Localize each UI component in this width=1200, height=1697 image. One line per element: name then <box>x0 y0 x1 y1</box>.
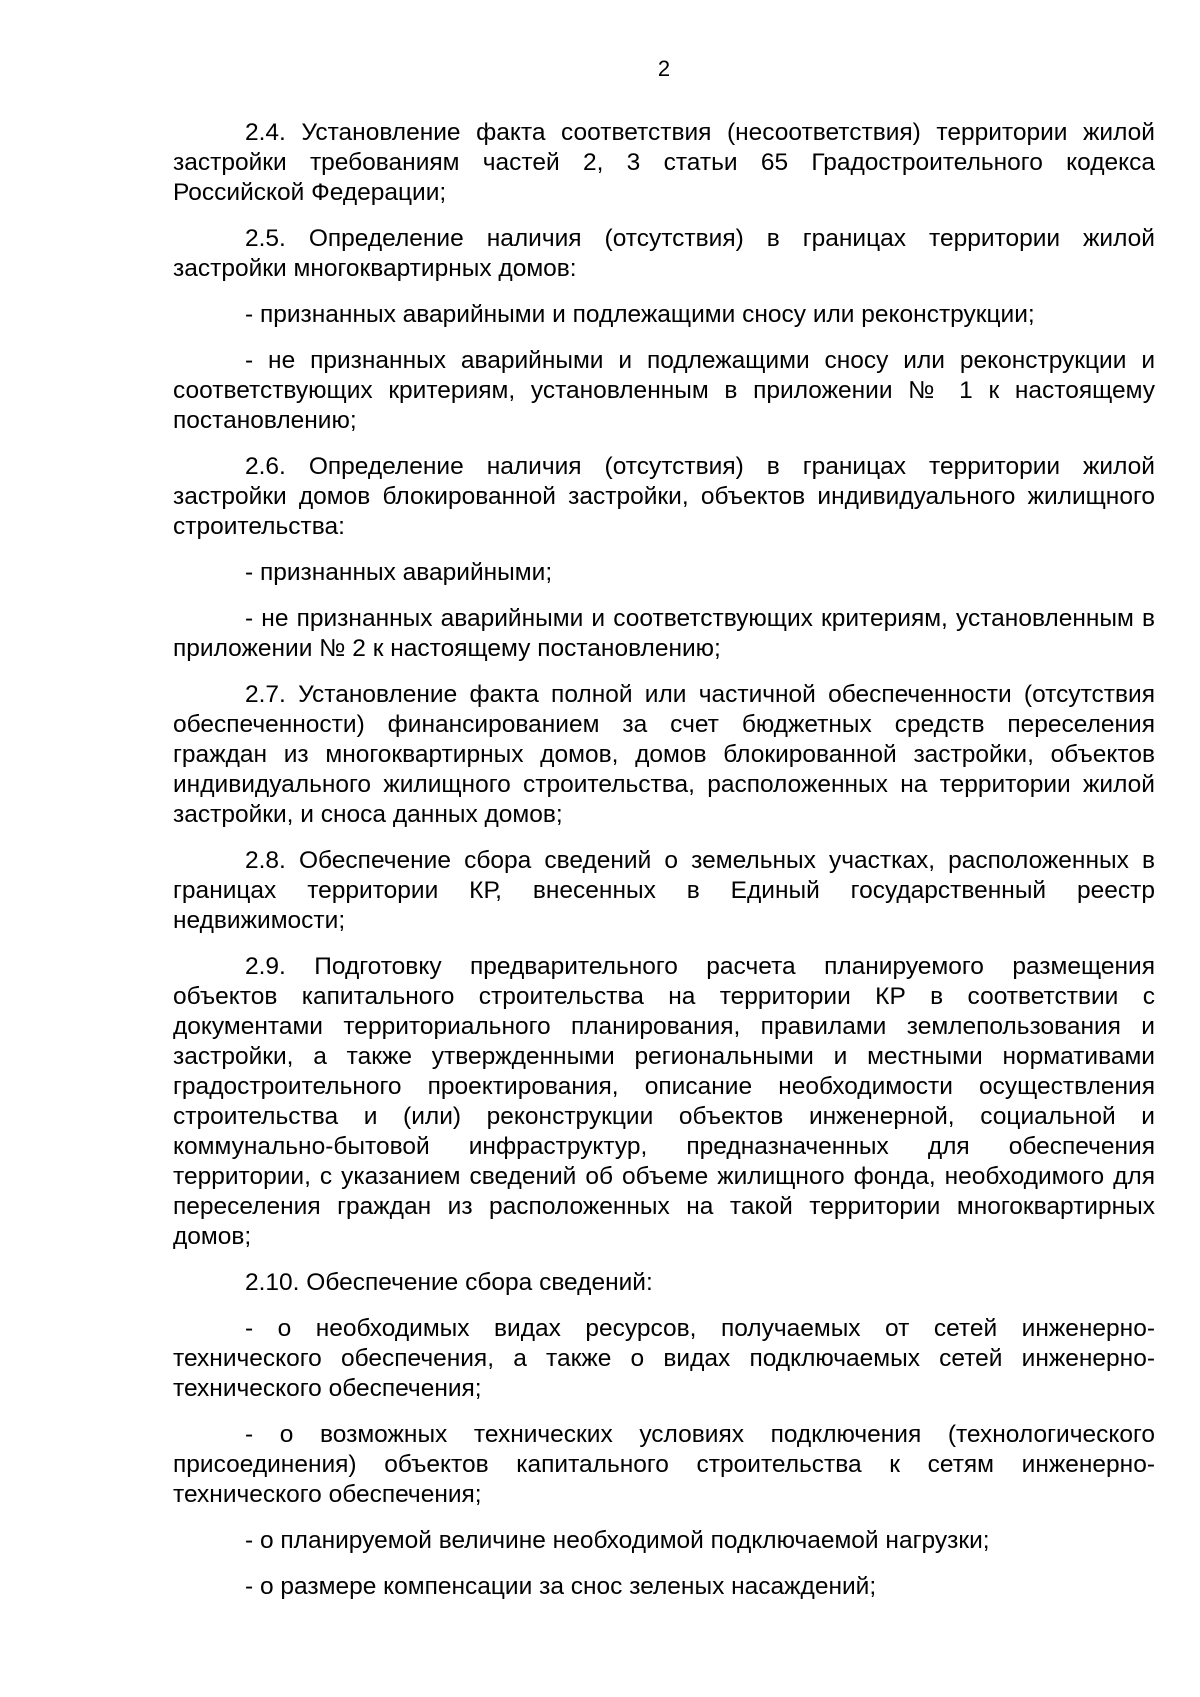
paragraph-2-7: 2.7. Установление факта полной или частичной обеспеченности (отсутствия обеспеченности) финансированием за счет бюджетных средств переселения граждан из многоквартирных домов, домов блокированной застройки, объектов индивидуального жилищного строительства, расположенных на территории жилой застройки, и сноса данных домов; <box>173 681 1155 828</box>
list-item-emergency-apartments: - признанных аварийными и подлежащими сносу или реконструкции; <box>245 301 1035 328</box>
list-item-non-emergency-houses: - не признанных аварийными и соответствующих критериям, установленным в приложении № 2 к настоящему постановлению; <box>173 605 1155 662</box>
page-number: 2 <box>657 56 671 81</box>
paragraph-2-4: 2.4. Установление факта соответствия (несоответствия) территории жилой застройки требованиям частей 2, 3 статьи 65 Градостроительного кодекса Российской Федерации; <box>173 119 1155 206</box>
paragraph-2-8: 2.8. Обеспечение сбора сведений о земельных участках, расположенных в границах территории КР, внесенных в Единый государственный реестр недвижимости; <box>173 847 1155 934</box>
paragraph-2-5: 2.5. Определение наличия (отсутствия) в границах территории жилой застройки многоквартирных домов: <box>173 225 1155 282</box>
list-item-non-emergency-apartments: - не признанных аварийными и подлежащими сносу или реконструкции и соответствующих критериям, установленным в приложении № 1 к настоящему постановлению; <box>173 347 1155 434</box>
list-item-load: - о планируемой величине необходимой подключаемой нагрузки; <box>245 1527 990 1554</box>
paragraph-2-9: 2.9. Подготовку предварительного расчета планируемого размещения объектов капитального строительства на территории КР в соответствии с документами территориального планирования, правилами землепользования и застройки, а также утвержденными региональными и местными нормативами градостроительного проектирования, описание необходимости осуществления строительства и (или) реконструкции объектов инженерной, социальной и коммунально-бытовой инфраструктур, предназначенных для обеспечения территории, с указанием сведений об объеме жилищного фонда, необходимого для переселения граждан из расположенных на такой территории многоквартирных домов; <box>173 953 1155 1250</box>
paragraph-2-6: 2.6. Определение наличия (отсутствия) в границах территории жилой застройки домов блокированной застройки, объектов индивидуального жилищного строительства: <box>173 453 1155 540</box>
list-item-compensation: - о размере компенсации за снос зеленых насаждений; <box>245 1573 877 1600</box>
document-page <box>173 56 1155 1618</box>
list-item-resources: - о необходимых видах ресурсов, получаемых от сетей инженерно-технического обеспечения, а также о видах подключаемых сетей инженерно-технического обеспечения; <box>173 1315 1155 1402</box>
list-item-emergency-houses: - признанных аварийными; <box>245 559 553 586</box>
paragraph-2-10: 2.10. Обеспечение сбора сведений: <box>245 1269 653 1296</box>
list-item-technical-conditions: - о возможных технических условиях подключения (технологического присоединения) объектов капитального строительства к сетям инженерно-технического обеспечения; <box>173 1421 1155 1508</box>
